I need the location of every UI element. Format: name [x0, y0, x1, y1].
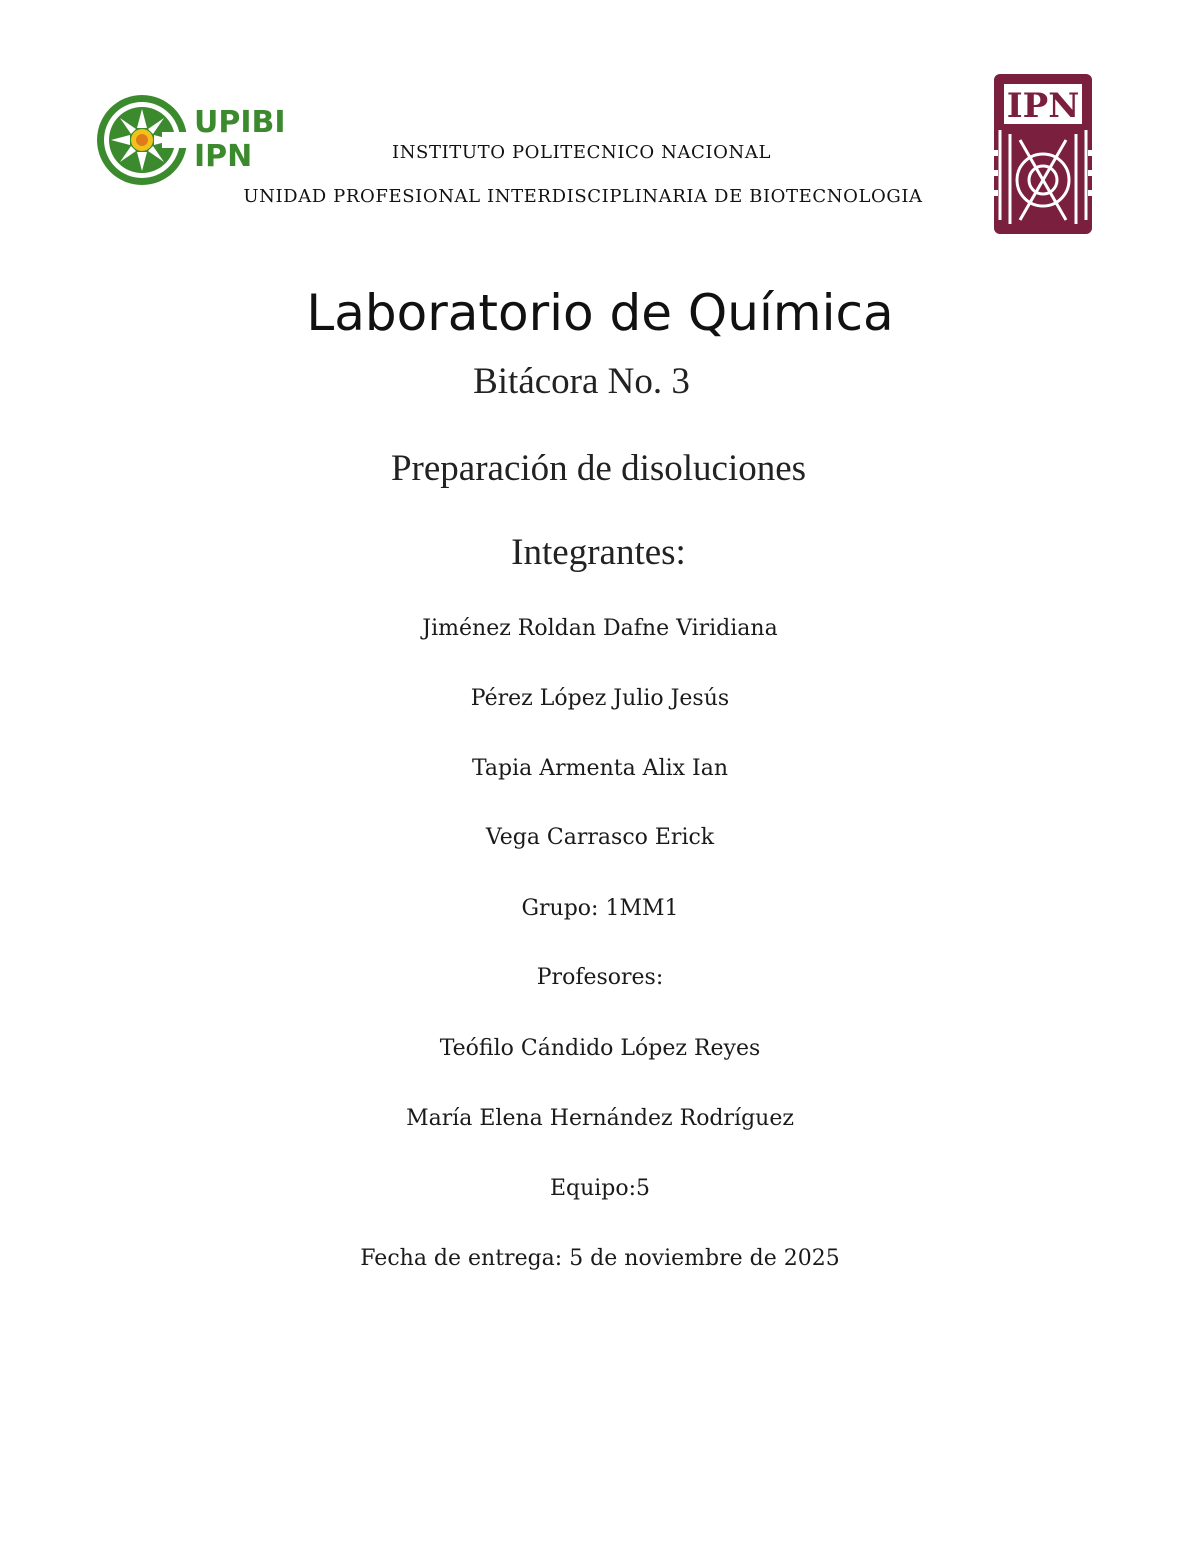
- logbook-number: Bitácora No. 3: [473, 361, 690, 402]
- practice-title: Preparación de disoluciones: [390, 448, 807, 489]
- group-label: Grupo: 1MM1: [521, 896, 679, 921]
- unit-name: UNIDAD PROFESIONAL INTERDISCIPLINARIA DE BIOTECNOLOGIA: [243, 186, 923, 207]
- member-name: Pérez López Julio Jesús: [470, 686, 730, 711]
- teachers-heading: Profesores:: [536, 965, 664, 990]
- teacher-name: Teófilo Cándido López Reyes: [439, 1036, 761, 1061]
- members-heading: Integrantes:: [511, 532, 686, 573]
- upibi-logo-subtext: IPN: [194, 139, 253, 174]
- member-name: Vega Carrasco Erick: [485, 825, 715, 850]
- document-title: Laboratorio de Química: [306, 284, 894, 342]
- ipn-logo-text: IPN: [1006, 86, 1080, 126]
- member-name: Jiménez Roldan Dafne Viridiana: [422, 616, 778, 641]
- due-date: Fecha de entrega: 5 de noviembre de 2025: [360, 1246, 840, 1271]
- team-label: Equipo:5: [549, 1176, 651, 1201]
- teacher-name: María Elena Hernández Rodríguez: [406, 1106, 794, 1131]
- institution-name: INSTITUTO POLITECNICO NACIONAL: [391, 142, 772, 163]
- upibi-logo-text: UPIBI: [194, 105, 286, 140]
- member-name: Tapia Armenta Alix Ian: [471, 756, 729, 781]
- upibi-logo: [96, 92, 286, 188]
